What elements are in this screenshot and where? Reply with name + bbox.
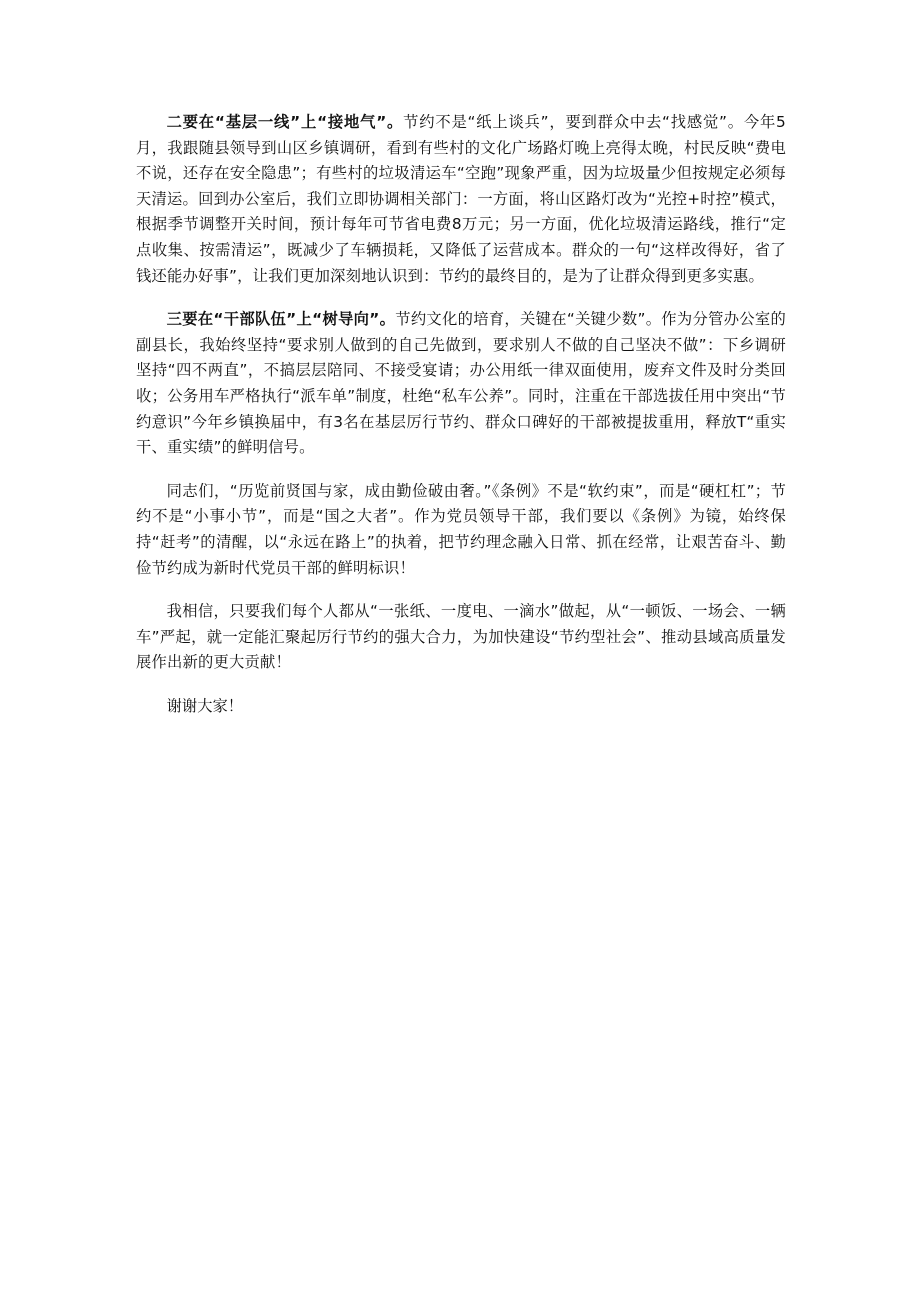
paragraph-body: 节约文化的培育，关键在“关键少数”。作为分管办公室的副县长，我始终坚持“要求别人做到的自己先做到，要求别人不做的自己坚决不做”：下乡调研坚持“四不两直”，不搞层层陪同、不接受宴请；办公用纸一律双面使用，废弃文件及时分类回收；公务用车严格执行“派车单”制度，杜绝“私车公养”。同时，注重在干部选拔任用中突出“节约意识”今年乡镇换届中，有3名在基层厉行节约、群众口碑好的干部被提拔重用，释放T“重实干、重实绩”的鲜明信号。 (136, 310, 786, 457)
paragraph-comrades (136, 479, 786, 581)
closing-thanks: 谢谢大家！ (166, 696, 244, 715)
paragraph-body: 我相信，只要我们每个人都从“一张纸、一度电、一滴水”做起，从“一顿饭、一场会、一辆车”严起，就一定能汇聚起厉行节约的强大合力，为加快建设“节约型社会”、推动县域高质量发展作出新的更大贡献！ (136, 602, 786, 672)
paragraph-heading: 二要在“基层一线”上“接地气”。 (166, 113, 404, 131)
paragraph-heading: 三要在“干部队伍”上“树导向”。 (166, 310, 396, 329)
document-page (136, 110, 786, 719)
paragraph-belief (136, 599, 786, 676)
paragraph-body: 同志们，“历览前贤国与家，成由勤俭破由奢。”《条例》不是“软约束”，而是“硬杠杠”；节约不是“小事小节”，而是“国之大者”。作为党员领导干部，我们要以《条例》为镜，始终保持“赶考”的清醒，以“永远在路上”的执着，把节约理念融入日常、抓在经常，让艰苦奋斗、勤俭节约成为新时代党员干部的鲜明标识！ (136, 481, 786, 577)
paragraph-body: 节约不是“纸上谈兵”，要到群众中去“找感觉”。今年5月，我跟随县领导到山区乡镇调研，看到有些村的文化广场路灯晚上亮得太晚，村民反映“费电不说，还存在安全隐患”；有些村的垃圾清运车“空跑”现象严重，因为垃圾量少但按规定必须每天清运。回到办公室后，我们立即协调相关部门：一方面，将山区路灯改为“光控+时控”模式，根据季节调整开关时间，预计每年可节省电费8万元；另一方面，优化垃圾清运路线，推行“定点收集、按需清运”，既减少了车辆损耗，又降低了运营成本。群众的一句“这样改得好，省了钱还能办好事”，让我们更加深刻地认识到：节约的最终目的，是为了让群众得到更多实惠。 (136, 113, 786, 285)
paragraph-grassroots (136, 110, 786, 289)
paragraph-cadres (136, 307, 786, 461)
